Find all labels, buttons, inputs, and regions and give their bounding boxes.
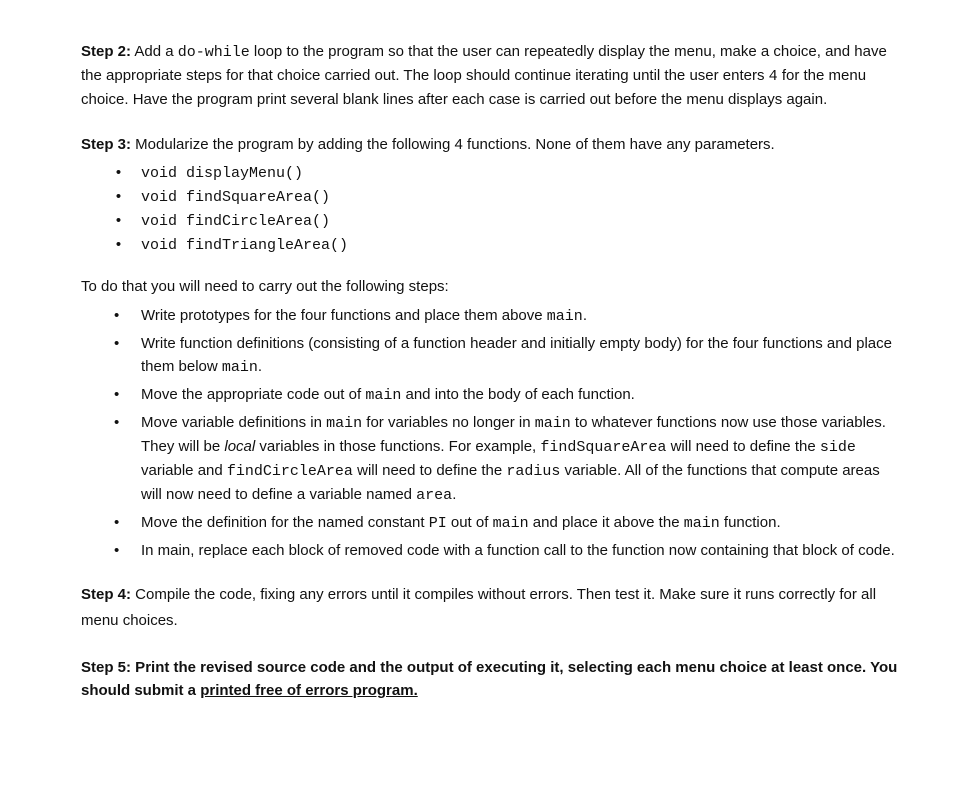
task-item: [81, 304, 901, 328]
function-item: • void findSquareArea(): [81, 186, 901, 210]
task-text: Move the appropriate code out of: [141, 386, 366, 403]
step-4-text: Compile the code, fixing any errors until it compiles without errors. Then test it. Make sure it runs correctly for all menu choices.: [81, 586, 877, 629]
step-5-paragraph: [81, 656, 901, 702]
step-3-text: Modularize the program by adding the following 4 functions. None of them have any parameters.: [131, 136, 775, 153]
task-text: variable. All of the functions that compute areas will now need to define a variable named: [141, 462, 880, 503]
task-text: Move the definition for the named constant: [141, 514, 429, 531]
task-text: will need to define the: [352, 462, 507, 479]
task-text: Write function definitions (consisting of a function header and initially empty body) for the four functions and place them below: [141, 335, 892, 375]
task-text: to whatever functions now use those variables. They will be: [141, 414, 886, 455]
code-main: main: [365, 387, 402, 404]
function-item: • void findCircleArea(): [81, 210, 901, 234]
task-text: and place it above the: [528, 514, 684, 531]
function-list: [81, 162, 901, 258]
step-2-text: for the menu choice. Have the program print several blank lines after each case is carried out before the menu displays again.: [81, 67, 867, 108]
code-pi: PI: [428, 515, 447, 532]
task-text: out of: [446, 514, 493, 531]
step-2-text: Add a: [131, 43, 178, 60]
task-text: and into the body of each function.: [401, 386, 635, 403]
steps-intro: To do that you will need to carry out the following steps:: [81, 278, 449, 295]
task-item: [81, 411, 901, 507]
task-item: [81, 332, 901, 379]
code-main: main: [683, 515, 720, 532]
step-3-paragraph: [81, 133, 901, 156]
code-do-while: do-while: [177, 44, 250, 61]
code-side: side: [819, 439, 856, 456]
task-item: [81, 539, 901, 562]
function-item: • void findTriangleArea(): [81, 234, 901, 258]
code-main: main: [534, 415, 571, 432]
code-main: main: [546, 308, 583, 325]
task-text: will need to define the: [666, 438, 820, 455]
step-5-underlined: printed free of errors program.: [200, 682, 418, 699]
task-text: for variables no longer in: [362, 414, 535, 431]
step-4-paragraph: [81, 582, 901, 634]
task-item: [81, 511, 901, 535]
task-text: function.: [719, 514, 781, 531]
task-text: Move variable definitions in: [141, 414, 327, 431]
task-text: Write prototypes for the four functions and place them above: [141, 307, 547, 324]
function-item: • void displayMenu(): [81, 162, 901, 186]
step-3-label: Step 3:: [81, 136, 132, 153]
task-text: .: [452, 486, 457, 503]
step-5-text: Print the revised source code and the output of executing it, selecting each menu choice at least once. You should submit a: [81, 659, 898, 699]
task-item: [81, 383, 901, 407]
code-main: main: [221, 359, 258, 376]
step-5-label: Step 5:: [81, 659, 132, 676]
step-4-label: Step 4:: [81, 586, 132, 603]
code-main: main: [492, 515, 529, 532]
step-2-paragraph: [81, 40, 901, 111]
code-main: main: [326, 415, 363, 432]
task-text: variables in those functions. For example,: [255, 438, 541, 455]
step-2-label: Step 2:: [81, 43, 132, 60]
task-text: In main, replace each block of removed code with a function call to the function now containing that block of code.: [141, 542, 895, 559]
step-2-text: loop to the program so that the user can repeatedly display the menu, make a choice, and have the appropriate steps for that choice carried out. The loop should continue iterating until the user enters: [81, 43, 887, 84]
code-area: area: [416, 487, 453, 504]
task-text: .: [582, 307, 587, 324]
code-find-square-area: findSquareArea: [540, 439, 667, 456]
task-text: .: [257, 358, 263, 375]
code-menu-choice-4: 4: [768, 68, 778, 85]
assignment-document: [81, 40, 901, 702]
code-find-circle-area: findCircleArea: [226, 463, 353, 480]
task-list: [81, 304, 901, 562]
task-text: variable and: [141, 462, 227, 479]
emphasis-local: local: [224, 438, 256, 455]
code-radius: radius: [506, 463, 561, 480]
